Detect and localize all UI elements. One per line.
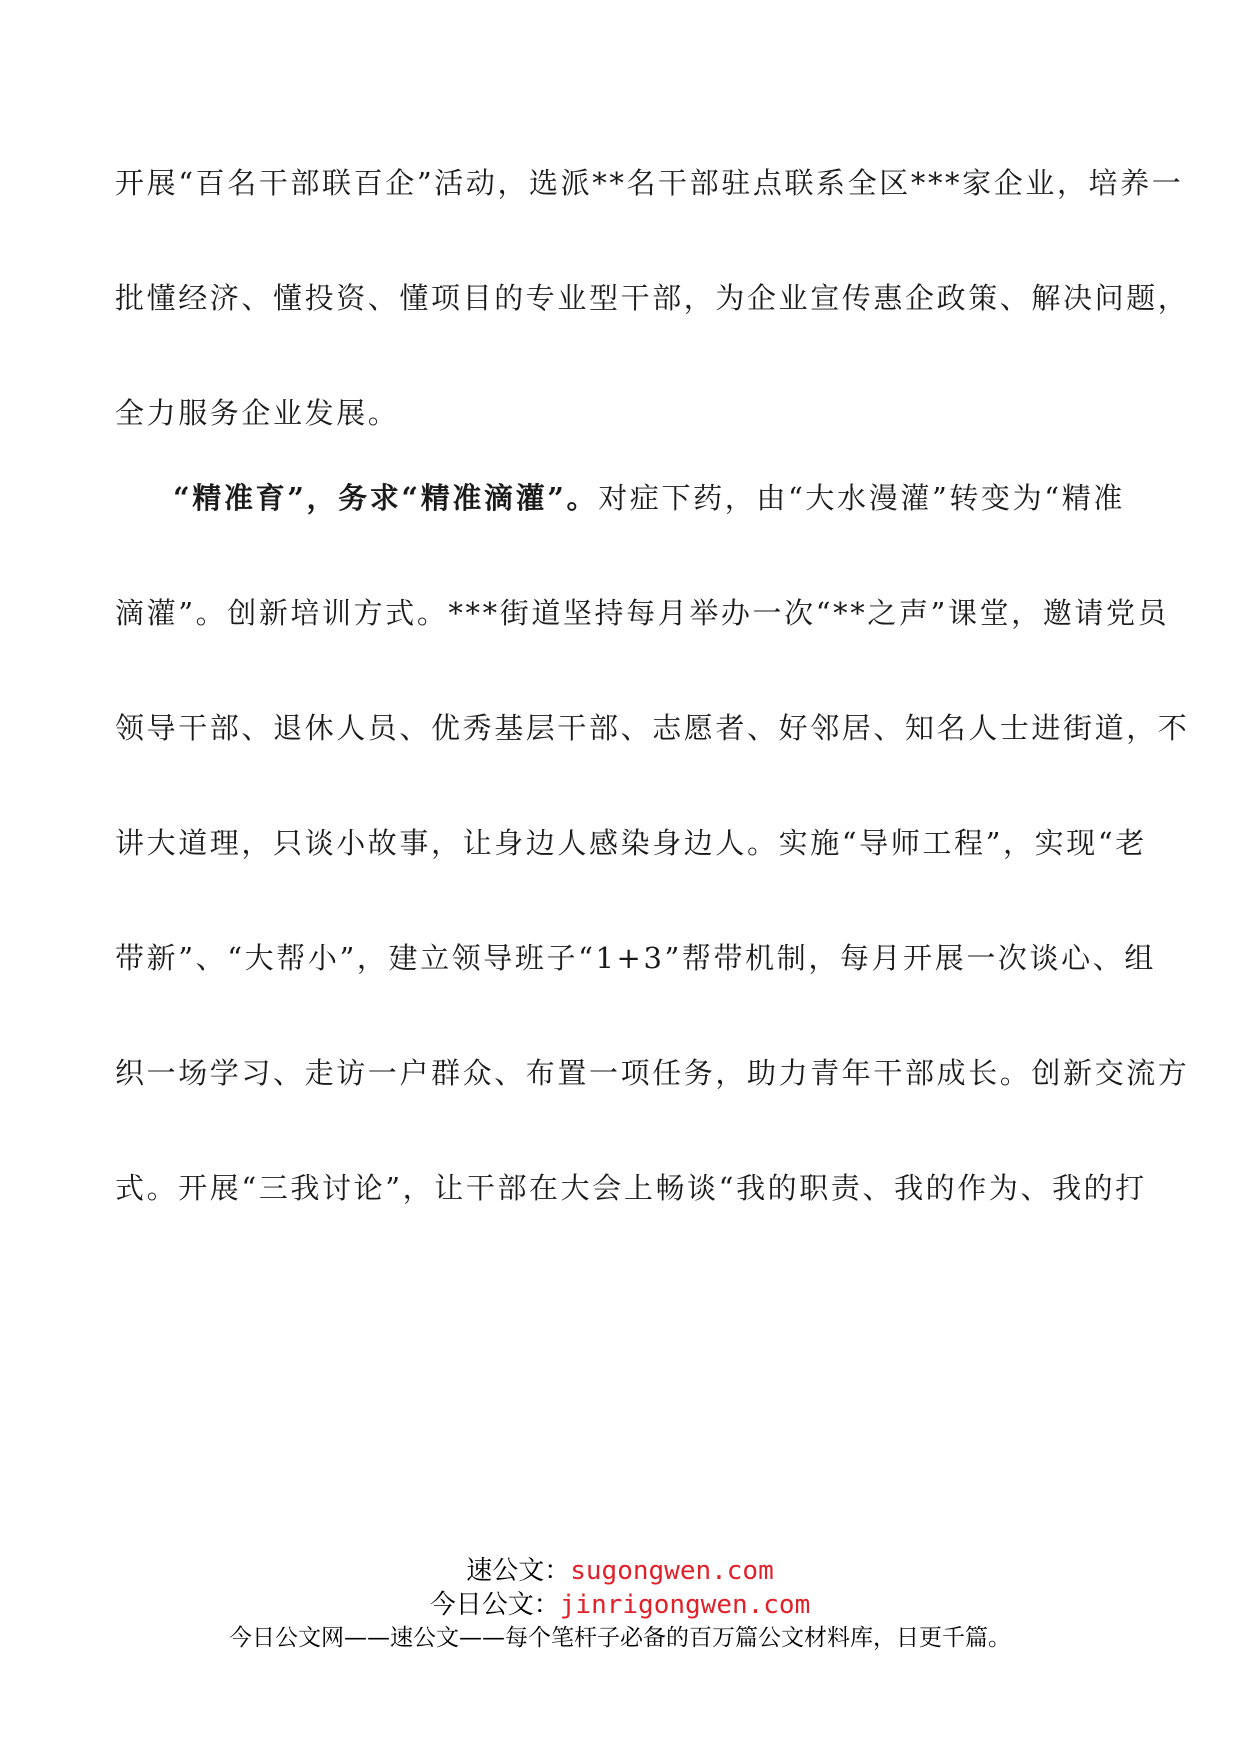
paragraph-line: 式。开展“三我讨论”，让干部在大会上畅谈“我的职责、我的作为、我的打	[115, 1171, 1147, 1205]
paragraph-line: 批懂经济、懂投资、懂项目的专业型干部，为企业宣传惠企政策、解决问题，	[115, 281, 1190, 315]
paragraph-line: 滴灌”。创新培训方式。***街道坚持每月举办一次“**之声”课堂，邀请党员	[115, 596, 1170, 630]
paragraph-line: 全力服务企业发展。	[115, 396, 400, 430]
footer-tagline: 今日公文网——速公文——每个笔杆子必备的百万篇公文材料库，日更千篇。	[229, 1625, 1011, 1651]
paragraph-line: 领导干部、退休人员、优秀基层干部、志愿者、好邻居、知名人士进街道，不	[115, 711, 1190, 745]
footer-label: 速公文：	[466, 1556, 571, 1586]
bold-lead-heading: “精准育”，务求“精准滴灌”。	[173, 481, 599, 515]
paragraph-line	[173, 478, 1125, 518]
footer-jinrigongwen	[0, 1588, 1240, 1622]
sugongwen-link[interactable]: sugongwen.com	[570, 1556, 774, 1586]
footer	[0, 1554, 1240, 1654]
jinrigongwen-link[interactable]: jinrigongwen.com	[559, 1590, 811, 1620]
paragraph-line: 织一场学习、走访一户群众、布置一项任务，助力青年干部成长。创新交流方	[115, 1056, 1190, 1090]
paragraph-text: 对症下药，由“大水漫灌”转变为“精准	[598, 481, 1125, 515]
footer-sugongwen	[0, 1554, 1240, 1588]
paragraph-line: 讲大道理，只谈小故事，让身边人感染身边人。实施“导师工程”，实现“老	[115, 826, 1147, 860]
paragraph-line: 带新”、“大帮小”，建立领导班子“1+3”帮带机制，每月开展一次谈心、组	[115, 941, 1156, 975]
footer-label: 今日公文：	[429, 1590, 560, 1620]
paragraph-line: 开展“百名干部联百企”活动，选派**名干部驻点联系全区***家企业，培养一	[115, 166, 1184, 200]
